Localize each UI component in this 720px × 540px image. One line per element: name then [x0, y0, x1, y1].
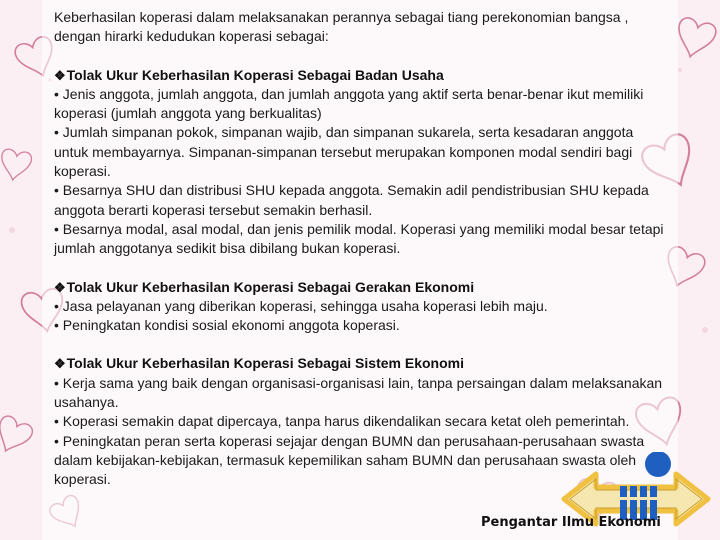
- bullet-item: • Peningkatan peran serta koperasi sejajar dengan BUMN dan perusahaan-perusahaan swasta dalam kebijakan-kebijakan, termasuk kepemilikan saham BUMN dan perusahaan swasta oleh koperasi.: [54, 432, 645, 488]
- bullet-item: • Peningkatan kondisi sosial ekonomi anggota koperasi.: [54, 317, 400, 334]
- bullet-item: • Besarnya SHU dan distribusi SHU kepada anggota. Semakin adil pendistribusian SHU kepada anggota berarti koperasi tersebut semakin berhasil.: [54, 182, 649, 218]
- diamond-bullet-icon: ❖: [54, 279, 66, 295]
- bullet-item: • Jenis anggota, jumlah anggota, dan jumlah anggota yang aktif serta benar-benar ikut memiliki koperasi (jumlah anggota yang berkualitas): [54, 85, 644, 122]
- intro-text: Keberhasilan koperasi dalam melaksanakan perannya sebagai tiang perekonomian bangsa , dengan hirarki kedudukan koperasi sebagai:: [54, 9, 629, 45]
- bullet-item: • Kerja sama yang baik dengan organisasi-organisasi lain, tanpa persaingan dalam melaksanakan usahanya.: [54, 374, 663, 411]
- heart-outline-icon: [0, 414, 35, 458]
- bullet-item: • Besarnya modal, asal modal, dan jenis pemilik modal. Koperasi yang memiliki modal besar tetapi jumlah anggotanya sedikit bisa dibilang bukan koperasi.: [54, 220, 664, 257]
- bullet-item: • Koperasi semakin dapat dipercaya, tanpa harus dikendalikan secara ketat oleh pemerintah.: [54, 413, 630, 430]
- section-heading: ❖Tolak Ukur Keberhasilan Koperasi Sebagai Gerakan Ekonomi: [54, 278, 475, 295]
- section-badan-usaha: [54, 66, 670, 259]
- diamond-bullet-icon: ❖: [54, 67, 66, 83]
- section-gerakan-ekonomi: [54, 278, 670, 336]
- nav-circle-icon: [645, 452, 671, 477]
- bullet-item: • Jumlah simpanan pokok, simpanan wajib, dan simpanan sukarela, serta kesadaran anggota untuk membayarnya. Simpanan-simpanan tersebut merupakan komponen modal sendiri bagi koperasi.: [54, 124, 634, 180]
- slide-content: [54, 8, 670, 509]
- bullet-item: • Jasa pelayanan yang diberikan koperasi, sehingga usaha koperasi lebih maju.: [54, 297, 548, 314]
- heart-outline-icon: [0, 148, 33, 182]
- heart-outline-icon: [672, 16, 718, 61]
- footer-course-title: Pengantar Ilmu Ekonomi: [481, 515, 661, 530]
- diamond-bullet-icon: ❖: [54, 356, 66, 372]
- section-heading: ❖Tolak Ukur Keberhasilan Koperasi Sebagai Sistem Ekonomi: [54, 355, 464, 372]
- section-heading: ❖Tolak Ukur Keberhasilan Koperasi Sebagai Badan Usaha: [54, 66, 444, 83]
